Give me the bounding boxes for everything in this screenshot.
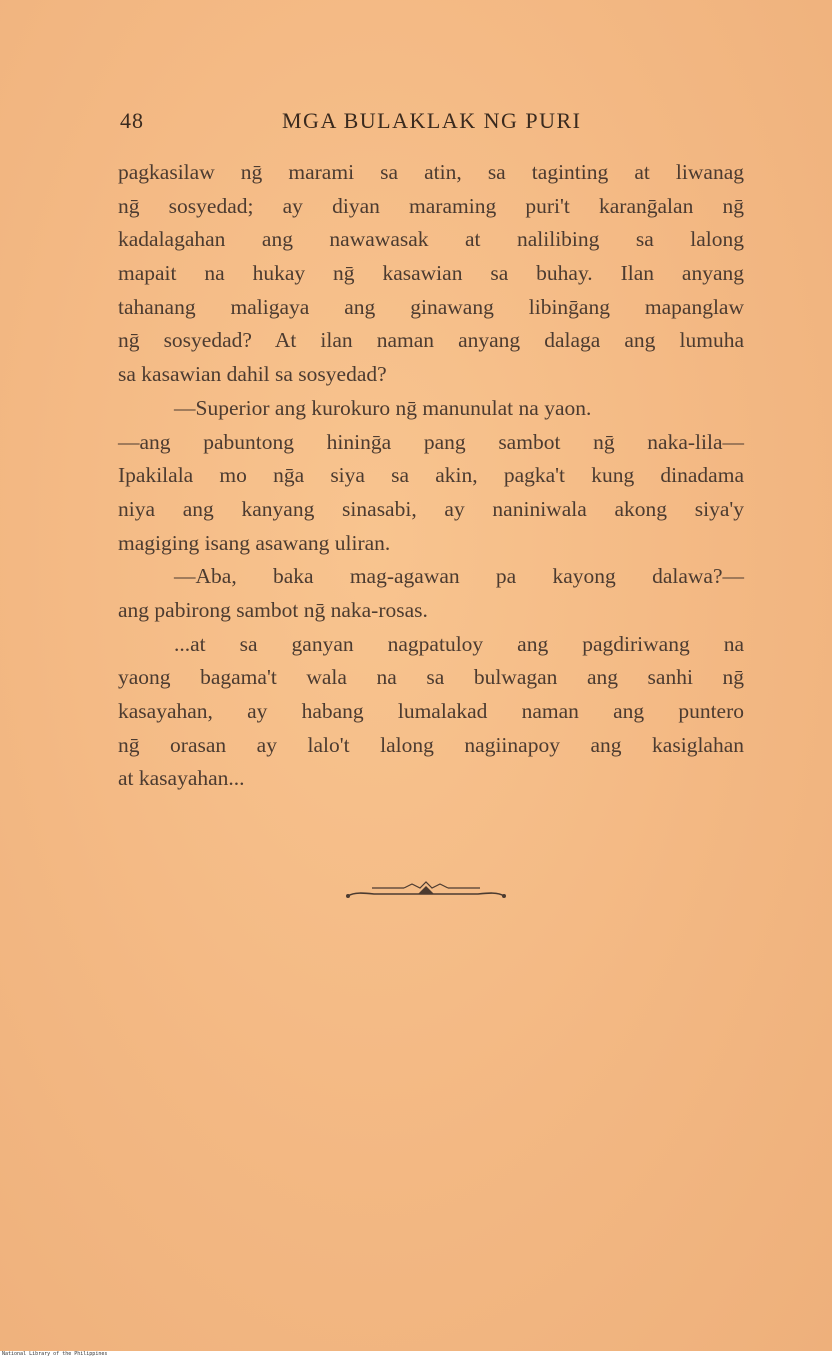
- text-line: niya ang kanyang sinasabi, ay naniniwala akong siya'y: [118, 496, 744, 521]
- text-line: pagkasilaw nḡ marami sa atin, sa taginting at liwanag: [118, 160, 744, 184]
- page-number: 48: [120, 108, 144, 133]
- text-line: nḡ sosyedad? At ilan naman anyang dalaga ang lumuha: [118, 328, 744, 353]
- text-line: tahanang maligaya ang ginawang libinḡang mapanglaw: [118, 294, 744, 319]
- text-line: kasayahan, ay habang lumalakad naman ang puntero: [118, 699, 744, 723]
- text-line: mapait na hukay nḡ kasawian sa buhay. Ilan anyang: [118, 261, 744, 286]
- text-line: Ipakilala mo nḡa siya sa akin, pagka't kung dinadama: [118, 463, 744, 488]
- text-line: kadalagahan ang nawawasak at nalilibing sa lalong: [118, 227, 744, 252]
- text-line: ang pabirong sambot nḡ naka-rosas.: [118, 597, 428, 622]
- text-line: —Aba, baka mag-agawan pa kayong dalawa?—: [174, 564, 744, 589]
- page-header: [120, 108, 620, 138]
- footer-credit: National Library of the Philippines: [0, 1351, 832, 1358]
- text-line: magiging isang asawang uliran.: [118, 530, 391, 555]
- text-line: sa kasawian dahil sa sosyedad?: [118, 362, 387, 387]
- text-line: at kasayahan...: [118, 766, 245, 791]
- text-line: —Superior ang kurokuro nḡ manunulat na yaon.: [174, 395, 592, 420]
- text-line: —ang pabuntong hininḡa pang sambot nḡ naka-lila—: [118, 429, 744, 454]
- text-line: nḡ orasan ay lalo't lalong nagiinapoy ang kasiglahan: [118, 732, 744, 757]
- section-ornament-icon: [344, 876, 508, 904]
- text-line: yaong bagama't wala na sa bulwagan ang sanhi nḡ: [118, 665, 744, 690]
- text-line: ...at sa ganyan nagpatuloy ang pagdiriwang na: [174, 631, 744, 656]
- body-text: [118, 156, 744, 796]
- text-line: nḡ sosyedad; ay diyan maraming puri't karanḡalan nḡ: [118, 193, 744, 218]
- running-title: MGA BULAKLAK NG PURI: [282, 108, 582, 133]
